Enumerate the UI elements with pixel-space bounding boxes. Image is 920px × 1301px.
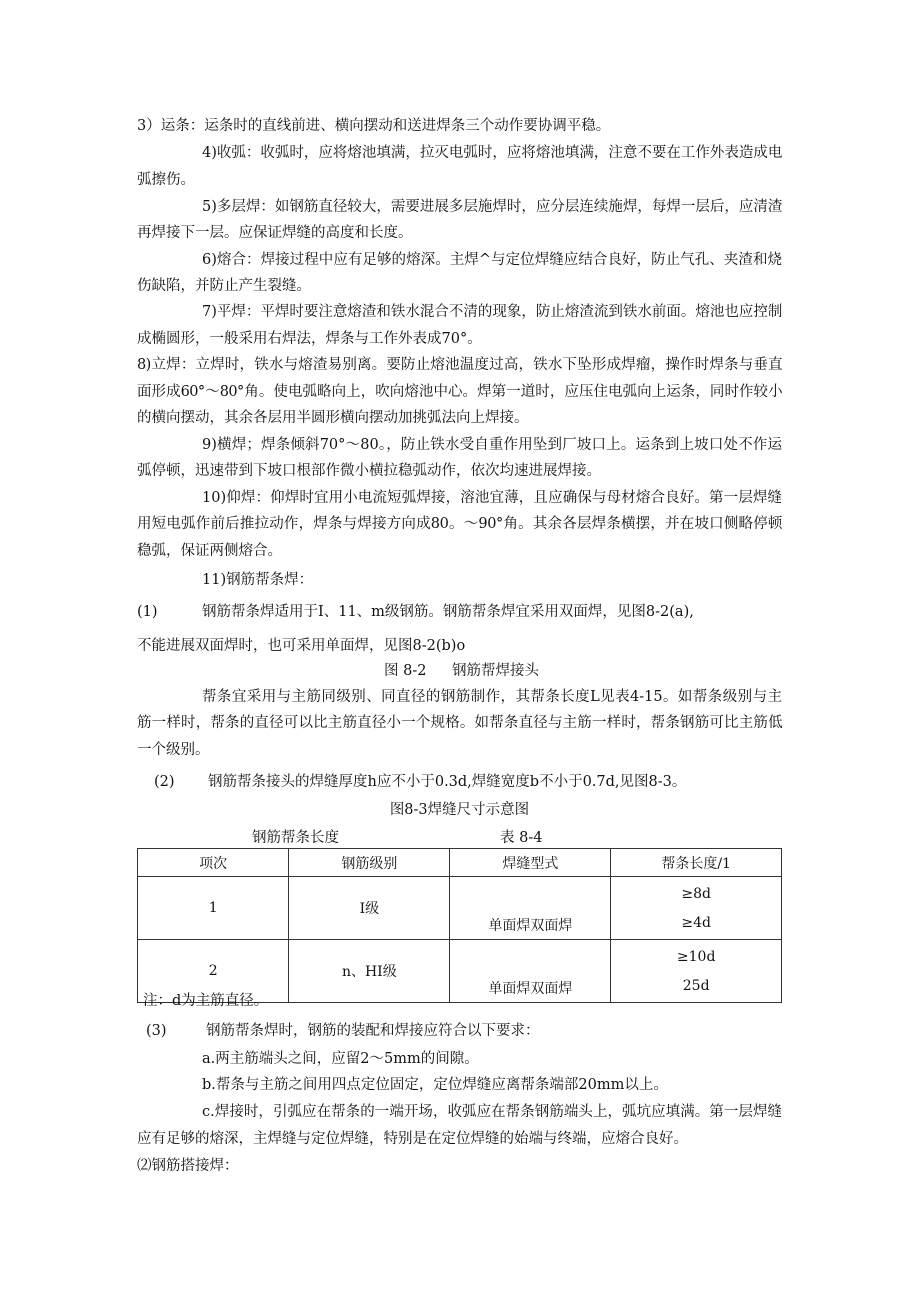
table-title: 钢筋帮条长度 [252,830,339,846]
header-cell: 钢筋级别 [289,849,450,877]
paragraph-line: c.焊接时，引弧应在帮条的一端开场，收弧应在帮条钢筋端头上，弧坑应填满。第一层焊缝 [202,1104,782,1120]
paragraph-line: 6)熔合：焊接过程中应有足够的熔深。主焊^与定位焊缝应结合良好，防止气孔、夹渣和烧 [202,252,782,268]
paragraph-line: 钢筋帮条接头的焊缝厚度h应不小于0.3d,焊缝宽度b不小于0.7d,见图8-3。 [208,774,687,790]
table-row [138,877,782,940]
bar-length-table [137,848,782,1003]
header-cell: 项次 [138,849,289,877]
paragraph-line: 稳弧，保证两侧熔合。 [137,543,282,559]
paragraph-line: 伤缺陷，并防止产生裂缝。 [137,278,311,294]
table-header-row [138,849,782,877]
list-marker: (2) [154,774,175,790]
paragraph-line: 4)收弧：收弧时，应将熔池填满，拉灭电弧时，应将熔池填满，注意不要在工作外表造成电 [202,145,783,161]
cell-length: ≥8d [681,885,711,902]
paragraph-line: 筋一样时，帮条的直径可以比主筋直径小一个规格。如帮条直径与主筋一样时，帮条钢筋可比主筋低 [137,715,782,731]
paragraph-line: 7)平焊：平焊时要注意熔渣和铁水混合不清的现象，防止熔渣流到铁水前面。熔池也应控制 [202,304,783,320]
paragraph-line: 帮条宜采用与主筋同级别、同直径的钢筋制作，其帮条长度L见表4-15。如帮条级别与主 [202,689,782,705]
list-marker: (1) [137,604,158,620]
paragraph-line: 再焊接下一层。应保证焊缝的高度和长度。 [137,225,413,241]
cell-length: 25d [682,977,710,994]
paragraph-line: 不能进展双面焊时，也可采用单面焊，见图8-2(b)o [137,638,466,654]
figure-caption: 图8-3焊缝尺寸示意图 [389,802,530,818]
cell-grade: I级 [289,877,450,940]
paragraph-line: b.帮条与主筋之间用四点定位固定，定位焊缝应离帮条端部20mm以上。 [202,1077,668,1093]
paragraph-line: 弧停顿，迅速带到下坡口根部作微小横拉稳弧动作，依次均速进展焊接。 [137,463,601,479]
paragraph-line: 应有足够的熔深，主焊缝与定位焊缝，特别是在定位焊缝的始端与终端，应熔合良好。 [137,1131,688,1147]
paragraph-line: 面形成60°～80°角。使电弧略向上，吹向熔池中心。焊第一道时，应压住电弧向上运条，同时作较小 [137,384,782,400]
list-marker: (3) [146,1023,167,1039]
paragraph-line: 5)多层焊：如钢筋直径较大，需要进展多层施焊时，应分层连续施焊，每焊一层后，应清渣 [202,199,783,215]
paragraph-line: 弧擦伤。 [137,172,195,188]
paragraph-line: 11)钢筋帮条焊： [202,572,314,588]
cell-grade: n、HI级 [289,940,450,1003]
cell-length: ≥10d [676,948,716,965]
section-heading: ⑵钢筋搭接焊： [137,1158,239,1174]
table-number: 表 8-4 [500,830,543,846]
header-cell: 焊缝型式 [450,849,611,877]
paragraph-line: 成椭圆形，一般采用右焊法，焊条与工作外表成70°。 [137,331,482,347]
paragraph-line: 3）运条：运条时的直线前进、横向摆动和送进焊条三个动作要协调平稳。 [137,118,611,134]
cell-type: 单面焊双面焊 [450,940,611,1003]
paragraph-line: 9)横焊；焊条倾斜70°～80。，防止铁水受自重作用坠到厂坡口上。运条到上坡口处不作运 [202,437,782,453]
paragraph-line: 的横向摆动，其余各层用半圆形横向摆动加挑弧法向上焊接。 [137,410,529,426]
cell-type: 单面焊双面焊 [450,877,611,940]
cell-no: 2 [138,940,289,1003]
paragraph-line: 钢筋帮条焊时，钢筋的装配和焊接应符合以下要求： [206,1023,540,1039]
paragraph-line: 钢筋帮条焊适用于I、11、m级钢筋。钢筋帮条焊宜采用双面焊，见图8-2(a), [202,604,694,620]
figure-number: 图 8-2 [384,663,427,679]
paragraph-line: 一个级别。 [137,742,210,758]
cell-no: 1 [138,877,289,940]
paragraph-line: 用短电弧作前后推拉动作，焊条与焊接方向成80。～90°角。其余各层焊条横摆，并在坡口侧略停顿 [137,516,782,532]
cell-length: ≥4d [681,914,711,931]
paragraph-line: a.两主筋端头之间，应留2～5mm的间隙。 [202,1051,479,1067]
figure-caption: 钢筋帮焊接头 [452,663,539,679]
table-note: 注：d为主筋直径。 [143,993,269,1009]
paragraph-line: 10)仰焊：仰焊时宜用小电流短弧焊接，溶池宜薄，且应确保与母材熔合良好。第一层焊缝 [202,490,782,506]
header-cell: 帮条长度/1 [611,849,782,877]
paragraph-line: 8)立焊：立焊时，铁水与熔渣易别离。要防止熔池温度过高，铁水下坠形成焊瘤，操作时焊条与垂直 [137,357,782,373]
